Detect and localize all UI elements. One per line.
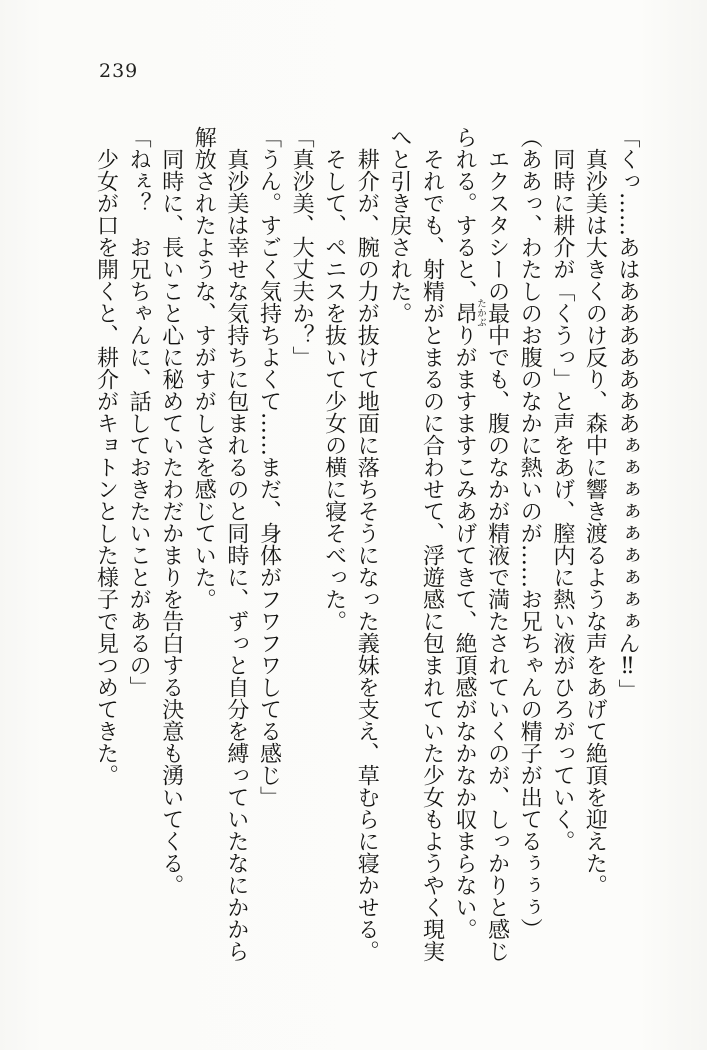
paragraph: 「真沙美、大丈夫か？」 bbox=[289, 126, 315, 368]
paragraph: 真沙美は幸せな気持ちに包まれるのと同時に、ずっと自分を縛っていたなにかから解放されたような、すがすがしさを感じていた。 bbox=[191, 126, 249, 962]
paragraph: 少女が口を開くと、耕介がキョトンとした様子で見つめてきた。 bbox=[93, 148, 119, 786]
paragraph-text: りがますますこみあげてきて、絶頂感がなかなか収まらない。 bbox=[452, 324, 478, 940]
paragraph: 真沙美は大きくのけ反り、森中に響き渡るような声をあげて絶頂を迎えた。 bbox=[582, 148, 608, 896]
paragraph: 同時に、長いこと心に秘めていたわだかまりを告白する決意も湧いてくる。 bbox=[158, 148, 184, 896]
page-number: 239 bbox=[99, 60, 139, 82]
paragraph: そして、ペニスを抜いて少女の横に寝そべった。 bbox=[321, 148, 347, 632]
furigana-ruby bbox=[452, 298, 487, 328]
paragraph: （ああっ、わたしのお腹のなかに熱いのが……お兄ちゃんの精子が出てるぅぅぅ） bbox=[517, 126, 543, 940]
paragraph: 耕介が、腕の力が抜けて地面に落ちそうになった義妹を支え、草むらに寝かせる。 bbox=[354, 148, 380, 962]
furigana-base: 昂 bbox=[452, 298, 478, 328]
paragraph: 「くっ……あはあああああああぁぁぁぁぁぁぁぁぁん‼」 bbox=[615, 126, 640, 701]
paragraph: それでも、射精がとまるのに合わせて、浮遊感に包まれていた少女もようやく現実へと引き戻された。 bbox=[386, 126, 445, 962]
text-block bbox=[89, 126, 643, 962]
paragraph bbox=[447, 126, 512, 962]
paragraph: 「ねぇ？ お兄ちゃんに、話しておきたいことがあるの」 bbox=[126, 126, 152, 698]
furigana-text: たかぶ bbox=[475, 298, 487, 328]
paragraph: 同時に耕介が「くうっ」と声をあげ、膣内に熱い液がひろがっていく。 bbox=[549, 148, 575, 852]
paragraph: 「うん。すごく気持ちよくて……まだ、身体がフワフワしてる感じ」 bbox=[256, 126, 282, 808]
paragraph-text: エクスタシーの最中でも、腹のなかが精液で満たされていくのが、しっかりと感じられる。すると、 bbox=[452, 126, 510, 962]
